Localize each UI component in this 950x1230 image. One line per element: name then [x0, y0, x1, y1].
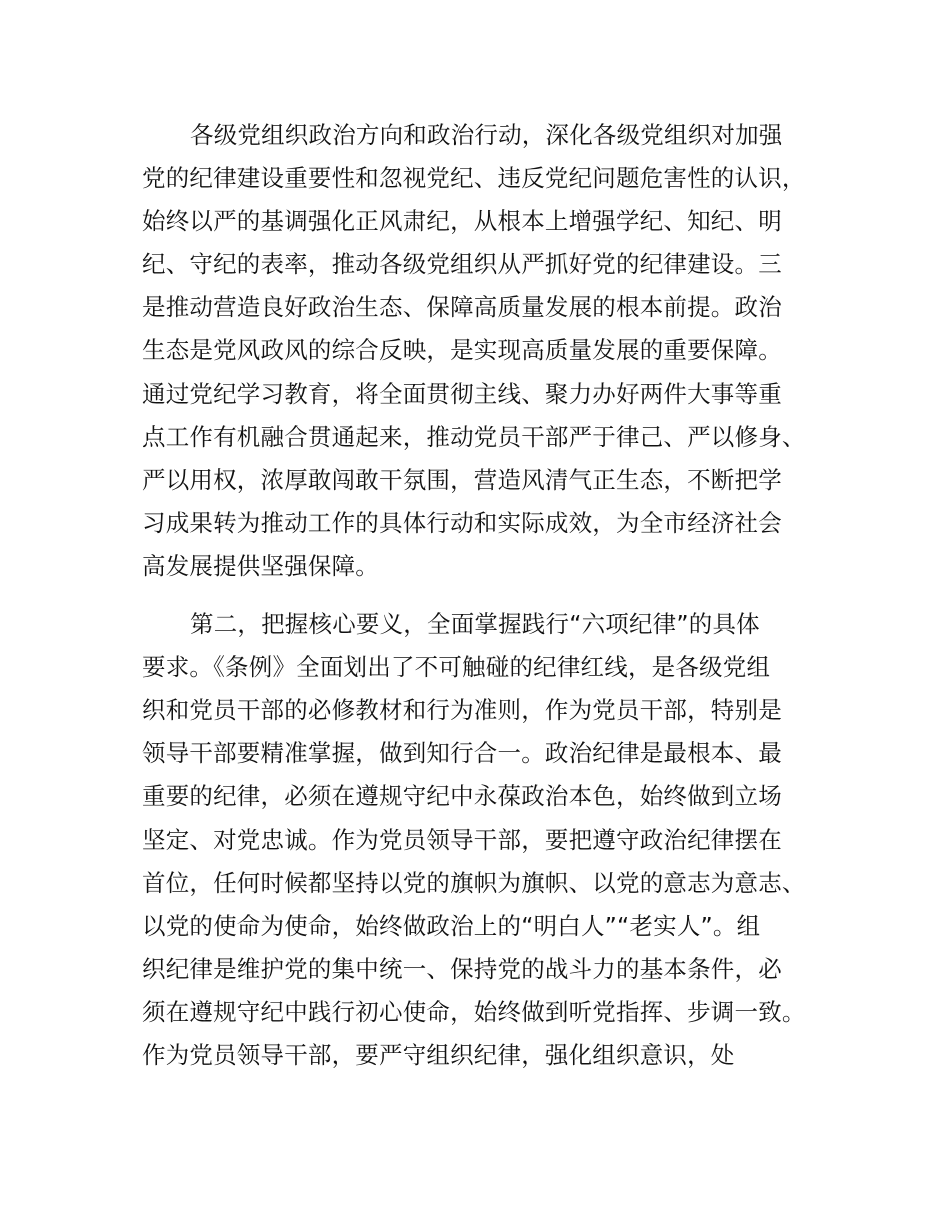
- text-line: 通过党纪学习教育，将全面贯彻主线、聚力办好两件大事等重: [142, 379, 782, 408]
- text-line: 首位，任何时候都坚持以党的旗帜为旗帜、以党的意志为意志、: [142, 868, 806, 897]
- body-text: [142, 114, 842, 1077]
- text-line: 作为党员领导干部，要严守组织纪律，强化组织意识，处: [142, 1040, 735, 1069]
- text-line: 始终以严的基调强化正风肃纪，从根本上增强学纪、知纪、明: [142, 207, 782, 236]
- text-line: 织纪律是维护党的集中统一、保持党的战斗力的基本条件，必: [142, 954, 782, 983]
- text-line: 严以用权，浓厚敢闯敢干氛围，营造风清气正生态，不断把学: [142, 465, 782, 494]
- text-line: 坚定、对党忠诚。作为党员领导干部，要把遵守政治纪律摆在: [142, 825, 782, 854]
- text-line: 习成果转为推动工作的具体行动和实际成效，为全市经济社会: [142, 508, 782, 537]
- paragraph-2: [142, 603, 842, 1077]
- text-line: 点工作有机融合贯通起来，推动党员干部严于律己、严以修身、: [142, 422, 806, 451]
- text-line: 织和党员干部的必修教材和行为准则，作为党员干部，特别是: [142, 696, 782, 725]
- text-line: 须在遵规守纪中践行初心使命，始终做到听党指挥、步调一致。: [142, 997, 806, 1026]
- text-line: 是推动营造良好政治生态、保障高质量发展的根本前提。政治: [142, 293, 782, 322]
- text-line: 各级党组织政治方向和政治行动，深化各级党组织对加强: [190, 121, 783, 149]
- paragraph-1: [142, 114, 842, 588]
- text-line: 纪、守纪的表率，推动各级党组织从严抓好党的纪律建设。三: [142, 250, 782, 279]
- text-line: 重要的纪律，必须在遵规守纪中永葆政治本色，始终做到立场: [142, 782, 782, 811]
- text-line: 以党的使命为使命，始终做政治上的“明白人”“老实人”。组: [142, 911, 761, 940]
- paragraph-spacer: [142, 588, 842, 603]
- text-line: 高发展提供坚强保障。: [142, 551, 379, 580]
- text-line: 生态是党风政风的综合反映，是实现高质量发展的重要保障。: [142, 336, 782, 365]
- text-line: 党的纪律建设重要性和忽视党纪、违反党纪问题危害性的认识，: [142, 164, 806, 193]
- text-line: 第二，把握核心要义，全面掌握践行“六项纪律”的具体: [190, 610, 760, 639]
- text-line: 要求。《条例》全面划出了不可触碰的纪律红线，是各级党组: [142, 653, 771, 682]
- text-line: 领导干部要精准掌握，做到知行合一。政治纪律是最根本、最: [142, 739, 782, 768]
